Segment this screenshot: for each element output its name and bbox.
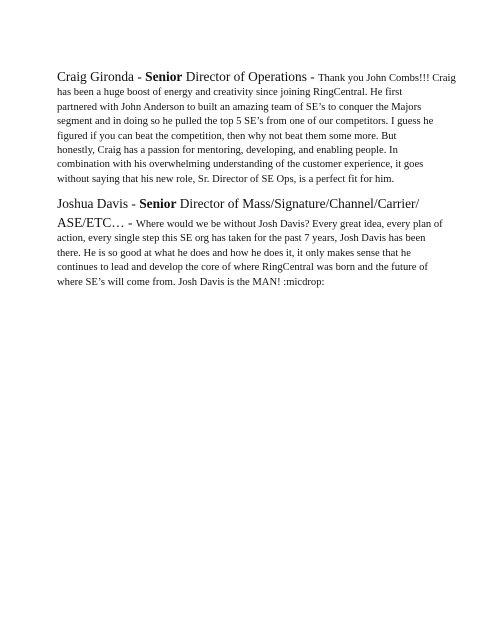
body-line: has been a huge boost of energy and creativity since joining RingCentral. He first (57, 87, 403, 99)
body-line: action, every single step this SE org has taken for the past 7 years, Josh Davis has been (57, 233, 426, 245)
title-bold: Senior (145, 69, 183, 84)
body-first: Thank you John Combs!!! Craig (318, 73, 456, 84)
separator: - (306, 69, 319, 84)
body-line: without saying that his new role, Sr. Director of SE Ops, is a perfect fit for him. (57, 173, 395, 185)
body-line: figured if you can beat the competition, then why not beat them some more. But (57, 130, 397, 142)
body-line: honestly, Craig has a passion for mentoring, developing, and enabling people. In (57, 145, 398, 157)
entry-body (57, 232, 429, 290)
entry-joshua-davis (57, 194, 443, 290)
body-line: segment and in doing so he pulled the top 5 SE’s from one of our competitors. I guess he (57, 116, 434, 128)
body-line: combination with his overwhelming understanding of the customer experience, it goes (57, 159, 424, 171)
entry-body (57, 86, 434, 187)
entry-heading (57, 194, 429, 213)
body-line: there. He is so good at what he does and how he does it, it only makes sense that he (57, 247, 411, 259)
person-name: Craig Gironda (57, 69, 134, 84)
person-name: Joshua Davis (57, 196, 129, 211)
body-first: Where would we be without Josh Davis? Every great idea, every plan of (135, 219, 443, 230)
entry-heading-continued (57, 213, 443, 232)
job-title-continued: ASE/ETC… (57, 215, 125, 230)
title-bold: Senior (139, 196, 177, 211)
job-title: Director of Mass/Signature/Channel/Carrier/ (176, 196, 420, 211)
body-line: where SE’s will come from. Josh Davis is the MAN! :micdrop: (57, 276, 325, 288)
separator: - (124, 215, 136, 230)
separator: - (128, 196, 140, 211)
entry-craig-gironda (57, 67, 456, 187)
separator: - (133, 69, 146, 84)
body-line: continues to lead and develop the core of where RingCentral was born and the future of (57, 262, 428, 274)
body-line: partnered with John Anderson to built an amazing team of SE’s to conquer the Majors (57, 101, 422, 113)
entry-heading (57, 67, 456, 86)
job-title: Director of Operations (182, 69, 307, 84)
